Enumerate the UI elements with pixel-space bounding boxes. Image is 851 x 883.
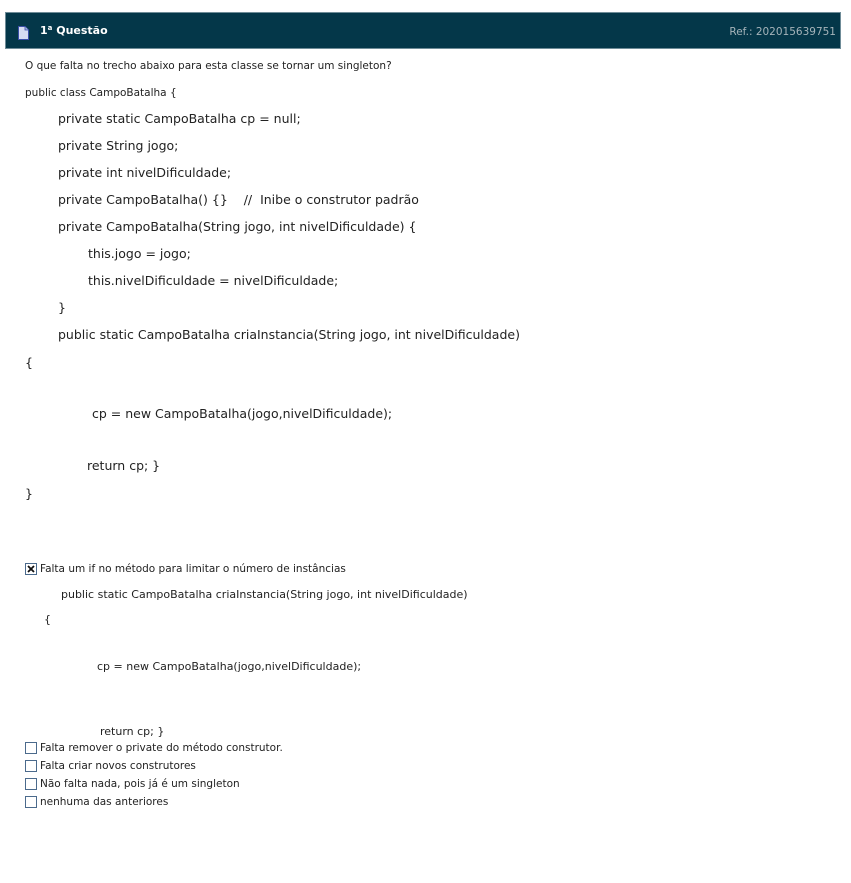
option-label: Não falta nada, pois já é um singleton <box>40 778 240 790</box>
code-line: private CampoBatalha(String jogo, int nivelDificuldade) { <box>58 219 417 234</box>
code-line: private CampoBatalha() {} // Inibe o construtor padrão <box>58 192 419 207</box>
question-title <box>40 24 108 38</box>
code-line: this.jogo = jogo; <box>88 246 191 261</box>
answer-option-3[interactable] <box>25 759 196 773</box>
checkbox-checked-icon[interactable] <box>25 563 37 575</box>
question-number: 1 <box>40 24 48 37</box>
option-label: Falta remover o private do método construtor. <box>40 742 283 754</box>
code-line: cp = new CampoBatalha(jogo,nivelDificuldade); <box>92 406 393 421</box>
code-line: private int nivelDificuldade; <box>58 165 232 180</box>
question-reference: Ref.: 202015639751 <box>729 26 836 38</box>
option-code-line: cp = new CampoBatalha(jogo,nivelDificuldade); <box>97 660 362 673</box>
document-icon <box>18 25 29 39</box>
checkbox-icon[interactable] <box>25 742 37 754</box>
code-line: return cp; } <box>87 458 161 473</box>
answer-option-4[interactable] <box>25 777 240 791</box>
option-code-line: return cp; } <box>100 725 165 738</box>
answer-option-1[interactable] <box>25 562 346 576</box>
checkbox-icon[interactable] <box>25 796 37 808</box>
ordinal-suffix: a <box>47 24 53 32</box>
code-line: private static CampoBatalha cp = null; <box>58 111 301 126</box>
code-line: public class CampoBatalha { <box>25 87 177 99</box>
option-label: Falta um if no método para limitar o número de instâncias <box>40 563 346 575</box>
code-line: private String jogo; <box>58 138 179 153</box>
option-code-line: public static CampoBatalha criaInstancia(String jogo, int nivelDificuldade) <box>61 588 468 601</box>
code-line: public static CampoBatalha criaInstancia(String jogo, int nivelDificuldade) <box>58 327 520 342</box>
code-line: this.nivelDificuldade = nivelDificuldade; <box>88 273 339 288</box>
option-label: Falta criar novos construtores <box>40 760 196 772</box>
answer-option-5[interactable] <box>25 795 168 809</box>
question-header <box>5 12 841 49</box>
option-label: nenhuma das anteriores <box>40 796 169 808</box>
code-line: { <box>25 355 33 370</box>
checkbox-icon[interactable] <box>25 760 37 772</box>
answer-option-2[interactable] <box>25 741 283 755</box>
option-code-line: { <box>44 613 51 626</box>
code-line: } <box>25 486 33 501</box>
checkbox-icon[interactable] <box>25 778 37 790</box>
code-line: } <box>58 300 66 315</box>
question-label: Questão <box>52 24 108 37</box>
question-prompt: O que falta no trecho abaixo para esta classe se tornar um singleton? <box>25 60 392 72</box>
